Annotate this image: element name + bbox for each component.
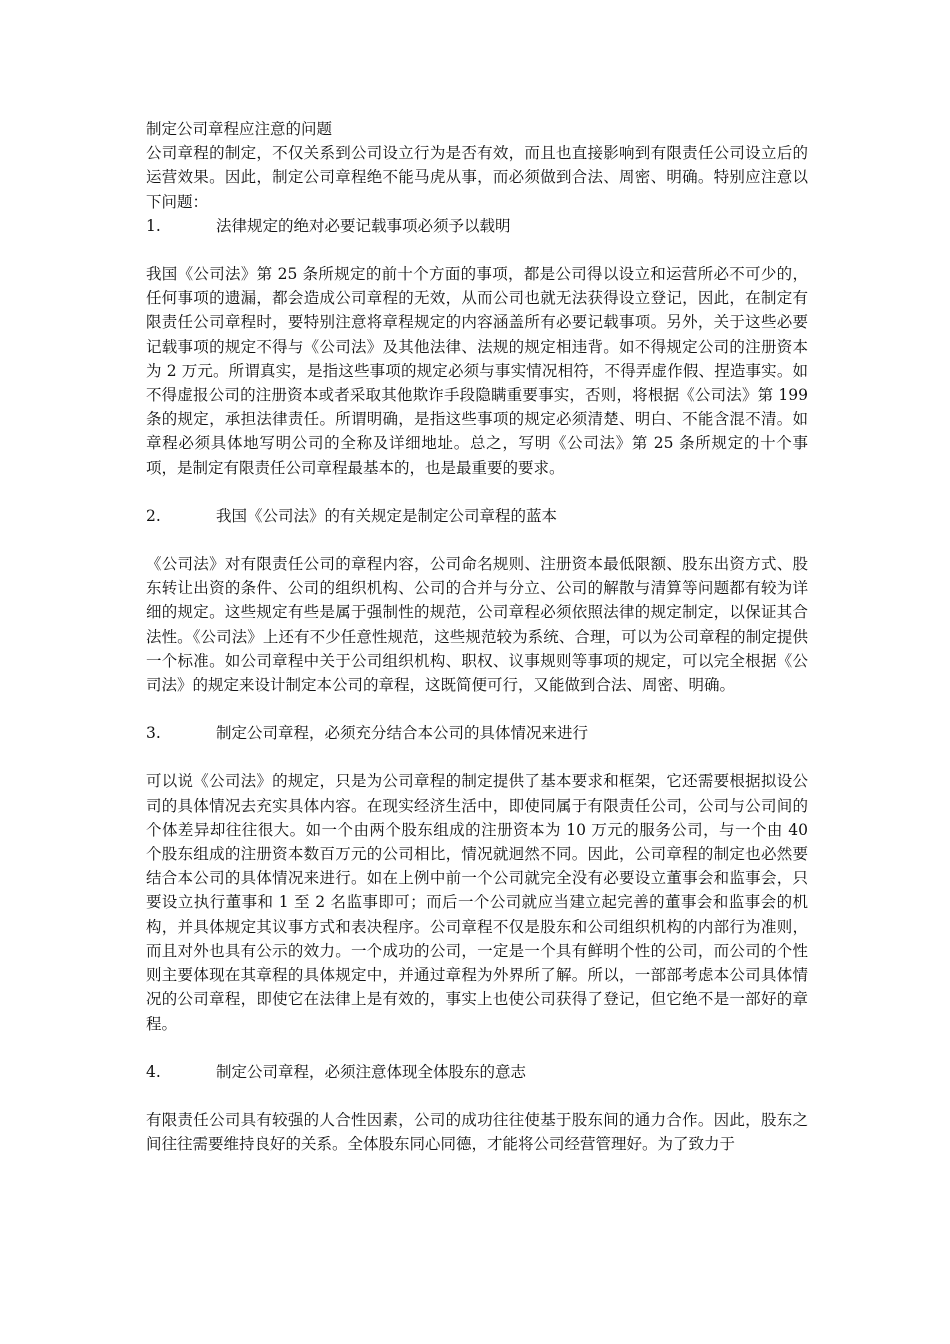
spacer [146,697,808,721]
section-3-title: 制定公司章程，必须充分结合本公司的具体情况来进行 [216,724,589,743]
section-4-title: 制定公司章程，必须注意体现全体股东的意志 [216,1062,527,1081]
section-2-title: 我国《公司法》的有关规定是制定公司章程的蓝本 [216,506,558,525]
document-title: 制定公司章程应注意的问题 [146,120,333,138]
section-3-number: 3. [146,724,161,743]
spacer [146,238,808,262]
spacer [146,528,808,552]
document-content [146,117,808,1156]
section-1-number: 1. [146,216,161,235]
section-2-body: 《公司法》对有限责任公司的章程内容，公司命名规则、注册资本最低限额、股东出资方式、股东转让出资的条件、公司的组织机构、公司的合并与分立、公司的解散与清算等问题都有较为详细的规定。这些规定有些是属于强制性的规范，公司章程必须依照法律的规定制定，以保证其合法性。《公司法》上还有不少任意性规范，这些规范较为系统、合理，可以为公司章程的制定提供一个标准。如公司章程中关于公司组织机构、职权、议事规则等事项的规定，可以完全根据《公司法》的规定来设计制定本公司的章程，这既简便可行，又能做到合法、周密、明确。 [146,555,808,695]
section-4-heading [146,1060,808,1084]
section-3-heading [146,721,808,745]
section-1-title: 法律规定的绝对必要记载事项必须予以载明 [216,216,511,235]
spacer [146,1084,808,1108]
spacer [146,1036,808,1060]
section-4-body: 有限责任公司具有较强的人合性因素，公司的成功往往使基于股东间的通力合作。因此，股东之间往往需要维持良好的关系。全体股东同心同德，才能将公司经营管理好。为了致力于 [146,1110,808,1154]
spacer [146,480,808,504]
section-1-heading [146,214,808,238]
section-1-body: 我国《公司法》第 25 条所规定的前十个方面的事项，都是公司得以设立和运营所必不可少的，任何事项的遗漏，都会造成公司章程的无效，从而公司也就无法获得设立登记，因此，在制定有限责任公司章程时，要特别注意将章程规定的内容涵盖所有必要记载事项。另外，关于这些必要记载事项的规定不得与《公司法》及其他法律、法规的规定相违背。如不得规定公司的注册资本为 2 万元。所谓真实，是指这些事项的规定必须与事实情况相符，不得弄虚作假、捏造事实。如不得虚报公司的注册资本或者采取其他欺诈手段隐瞒重要事实，否则，将根据《公司法》第 199 条的规定，承担法律责任。所谓明确，是指这些事项的规定必须清楚、明白、不能含混不清。如章程必须具体地写明公司的全称及详细地址。总之，写明《公司法》第 25 条所规定的十个事项，是制定有限责任公司章程最基本的，也是最重要的要求。 [146,265,808,477]
section-3-body: 可以说《公司法》的规定，只是为公司章程的制定提供了基本要求和框架，它还需要根据拟设公司的具体情况去充实具体内容。在现实经济生活中，即使同属于有限责任公司，公司与公司间的个体差异却往往很大。如一个由两个股东组成的注册资本为 10 万元的服务公司，与一个由 40 个股东组成的注册资本数百万元的公司相比，情况就迥然不同。因此，公司章程的制定也必然要结合本公司的具体情况来进行。如在上例中前一个公司就完全没有必要设立董事会和监事会，只要设立执行董事和 1 至 2 名监事即可；而后一个公司就应当建立起完善的董事会和监事会的机构，并具体规定其议事方式和表决程序。公司章程不仅是股东和公司组织机构的内部行为准则，而且对外也具有公示的效力。一个成功的公司，一定是一个具有鲜明个性的公司，而公司的个性则主要体现在其章程的具体规定中，并通过章程为外界所了解。所以，一部部考虑本公司具体情况的公司章程，即使它在法律上是有效的，事实上也使公司获得了登记，但它绝不是一部好的章程。 [146,772,808,1033]
intro-paragraph: 公司章程的制定，不仅关系到公司设立行为是否有效，而且也直接影响到有限责任公司设立后的运营效果。因此，制定公司章程绝不能马虎从事，而必须做到合法、周密、明确。特别应注意以下问题： [146,144,808,211]
section-2-number: 2. [146,506,161,525]
section-2-heading [146,504,808,528]
spacer [146,745,808,769]
section-4-number: 4. [146,1062,161,1081]
